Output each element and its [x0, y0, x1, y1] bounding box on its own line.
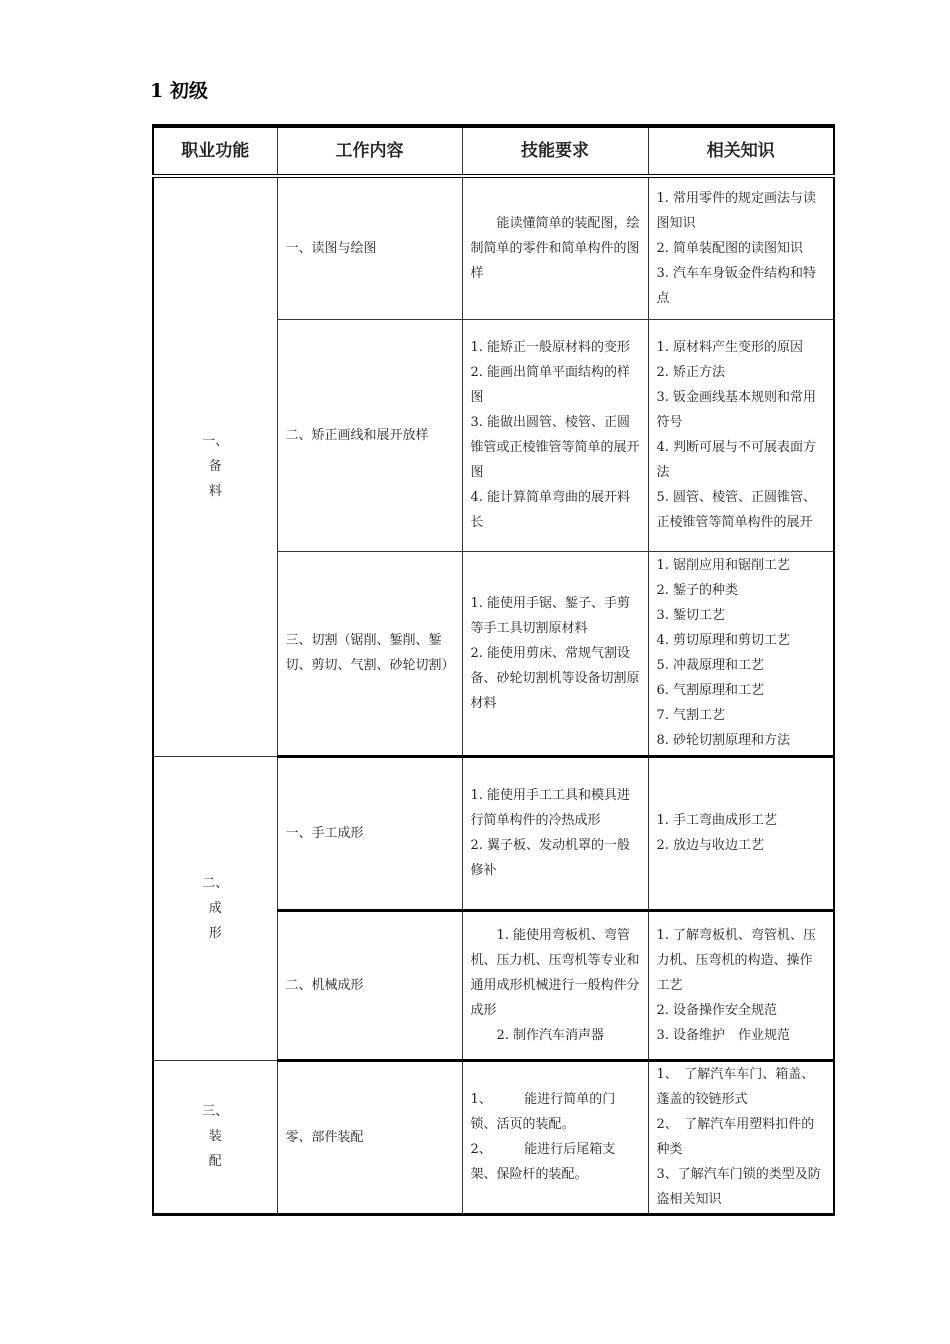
function-cell-forming: 二、 成 形 [153, 756, 277, 1060]
skills-cell: 1、 能进行简单的门锁、活页的装配。 2、 能进行后尾箱支架、保险杆的装配。 [462, 1060, 648, 1214]
knowledge-cell: 1. 了解弯板机、弯管机、压力机、压弯机的构造、操作工艺 2. 设备操作安全规范 3. 设备维护 作业规范 [648, 910, 834, 1060]
section-heading: 1 初级 [150, 80, 208, 102]
content-cell: 二、矫正画线和展开放样 [277, 319, 462, 551]
header-knowledge: 相关知识 [648, 126, 834, 176]
content-cell: 二、机械成形 [277, 910, 462, 1060]
skills-cell: 1. 能矫正一般原材料的变形 2. 能画出简单平面结构的样图 3. 能做出圆管、棱管、正圆锥管或正棱锥管等简单的展开图 4. 能计算简单弯曲的展开料长 [462, 319, 648, 551]
table-header-row [153, 126, 834, 176]
header-skills: 技能要求 [462, 126, 648, 176]
header-content: 工作内容 [277, 126, 462, 176]
content-cell: 零、部件装配 [277, 1060, 462, 1214]
knowledge-cell: 1. 手工弯曲成形工艺 2. 放边与收边工艺 [648, 756, 834, 910]
header-function: 职业功能 [153, 126, 277, 176]
content-cell: 一、手工成形 [277, 756, 462, 910]
content-cell: 一、读图与绘图 [277, 176, 462, 319]
function-cell-prep: 一、 备 料 [153, 176, 277, 756]
table-row [153, 1060, 834, 1214]
knowledge-cell: 1. 锯削应用和锯削工艺 2. 錾子的种类 3. 錾切工艺 4. 剪切原理和剪切工艺 5. 冲裁原理和工艺 6. 气割原理和工艺 7. 气割工艺 8. 砂轮切割原理和方法 [648, 551, 834, 756]
table-row [153, 176, 834, 319]
knowledge-cell: 1. 原材料产生变形的原因 2. 矫正方法 3. 钣金画线基本规则和常用符号 4. 判断可展与不可展表面方法 5. 圆管、棱管、正圆锥管、正棱锥管等简单构件的展开 [648, 319, 834, 551]
table-row [153, 756, 834, 910]
skills-cell: 能读懂简单的装配图，绘制简单的零件和简单构件的图样 [462, 176, 648, 319]
skills-cell: 1. 能使用手锯、錾子、手剪等手工具切割原材料 2. 能使用剪床、常规气割设备、砂轮切割机等设备切割原材料 [462, 551, 648, 756]
knowledge-cell: 1. 常用零件的规定画法与读图知识 2. 简单装配图的读图知识 3. 汽车车身钣金件结构和特点 [648, 176, 834, 319]
function-cell-assembly: 三、 装 配 [153, 1060, 277, 1214]
knowledge-cell: 1、 了解汽车车门、箱盖、蓬盖的铰链形式 2、 了解汽车用塑料扣件的种类 3、了解汽车门锁的类型及防盗相关知识 [648, 1060, 834, 1214]
skills-cell: 1. 能使用手工工具和模具进行简单构件的冷热成形 2. 翼子板、发动机罩的一般修补 [462, 756, 648, 910]
skills-cell: 1. 能使用弯板机、弯管机、压力机、压弯机等专业和通用成形机械进行一般构件分成形 2. 制作汽车消声器 [462, 910, 648, 1060]
content-cell: 三、切割（锯削、錾削、錾切、剪切、气割、砂轮切割） [277, 551, 462, 756]
skill-standard-table [152, 124, 835, 1216]
